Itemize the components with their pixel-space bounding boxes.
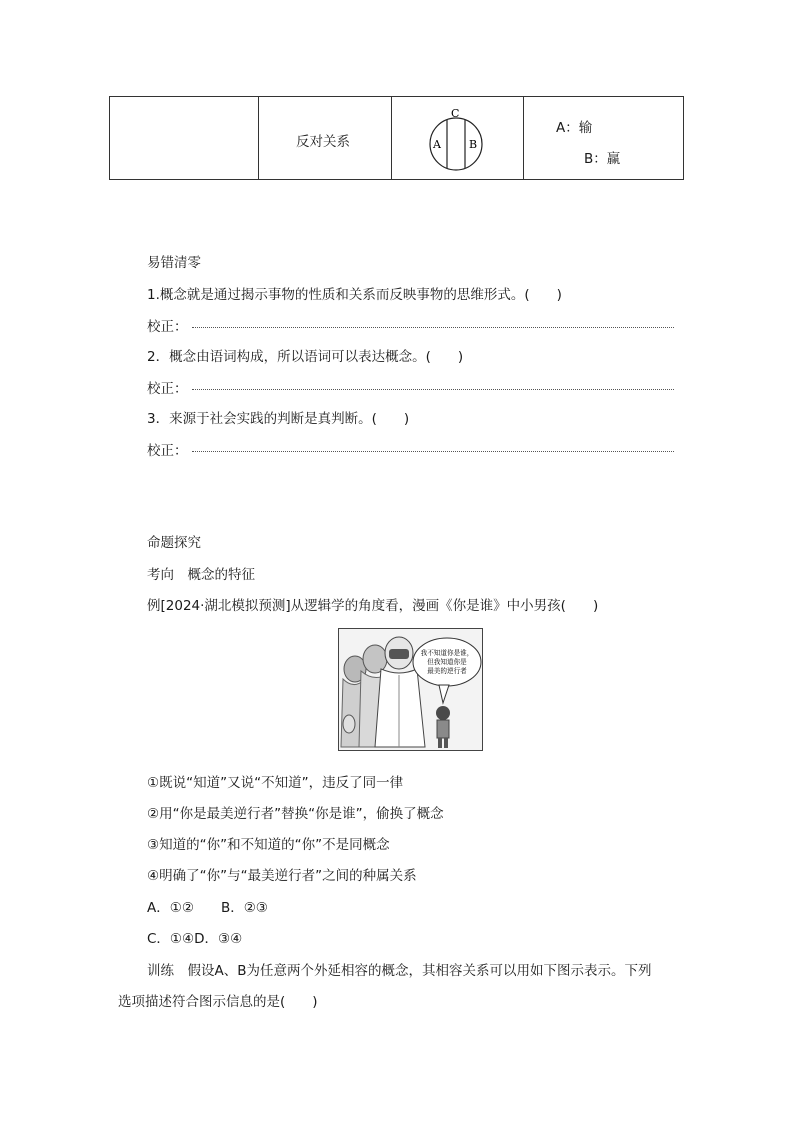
error-statement-2: 2．概念由语词构成，所以语词可以表达概念。( ) xyxy=(147,349,464,365)
diagram-label-a: A xyxy=(433,138,441,151)
training-question-line-2: 选项描述符合图示信息的是( ) xyxy=(118,994,318,1010)
correction-label-2: 校正： xyxy=(147,381,188,397)
correction-line-2[interactable] xyxy=(192,389,674,390)
meaning-b: B：赢 xyxy=(584,151,621,167)
table-divider xyxy=(258,97,259,179)
answer-choices-row-1: A．①② B．②③ xyxy=(147,900,268,916)
example-question: 例[2024·湖北模拟预测]从逻辑学的角度看，漫画《你是谁》中小男孩( ) xyxy=(147,598,599,614)
diagram-label-c: C xyxy=(451,107,460,120)
table-divider xyxy=(523,97,524,179)
meaning-a: A：输 xyxy=(556,120,593,136)
bubble-line-1: 我不知道你是谁， xyxy=(420,649,474,657)
inquiry-subtitle: 考向 概念的特征 xyxy=(147,567,255,583)
correction-label-1: 校正： xyxy=(147,319,188,335)
relation-name: 反对关系 xyxy=(296,134,350,150)
cartoon-image xyxy=(338,628,483,751)
cartoon-drawing xyxy=(339,629,483,751)
table-divider xyxy=(391,97,392,179)
option-4: ④明确了“你”与“最美逆行者”之间的种属关系 xyxy=(147,868,417,884)
error-statement-3: 3．来源于社会实践的判断是真判断。( ) xyxy=(147,411,410,427)
bubble-line-2: 但我知道你是 xyxy=(427,658,467,666)
relation-table xyxy=(109,96,684,180)
answer-choices-row-2: C．①④D．③④ xyxy=(147,931,243,947)
opposite-relation-diagram xyxy=(425,103,491,175)
diagram-label-b: B xyxy=(469,138,478,151)
error-statement-1: 1.概念就是通过揭示事物的性质和关系而反映事物的思维形式。( ) xyxy=(147,287,562,303)
option-3: ③知道的“你”和不知道的“你”不是同概念 xyxy=(147,837,390,853)
correction-line-1[interactable] xyxy=(192,327,674,328)
section-title-inquiry: 命题探究 xyxy=(147,535,201,551)
option-1: ①既说“知道”又说“不知道”，违反了同一律 xyxy=(147,775,404,791)
section-title-errors: 易错清零 xyxy=(147,255,201,271)
correction-label-3: 校正： xyxy=(147,443,188,459)
bubble-line-3: 最美的逆行者 xyxy=(427,667,467,675)
training-question-line-1: 训练 假设A、B为任意两个外延相容的概念，其相容关系可以用如下图示表示。下列 xyxy=(147,963,652,979)
option-2: ②用“你是最美逆行者”替换“你是谁”，偷换了概念 xyxy=(147,806,444,822)
correction-line-3[interactable] xyxy=(192,451,674,452)
